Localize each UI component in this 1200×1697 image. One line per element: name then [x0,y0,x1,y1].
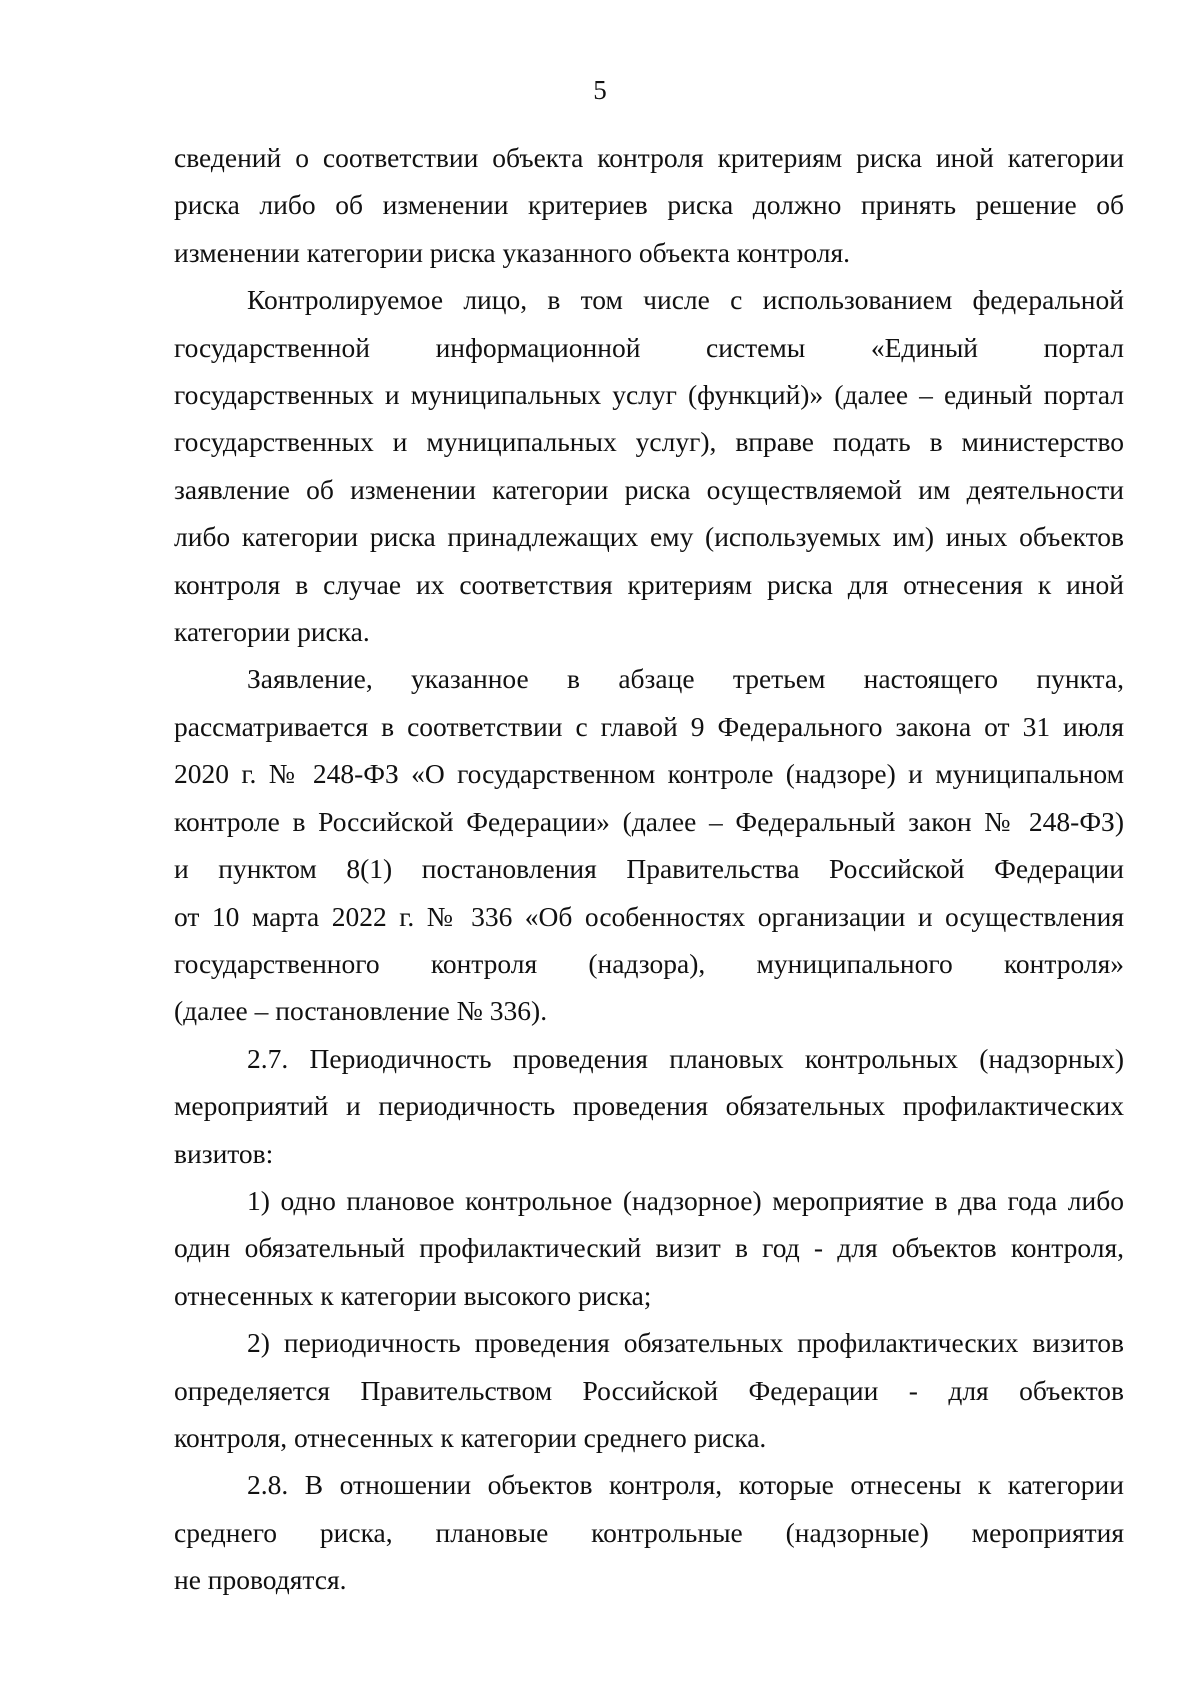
paragraph-line: заявление об изменении категории риска осуществляемой им деятельности [174,473,1124,505]
paragraph-line: 1) одно плановое контрольное (надзорное) мероприятие в два года либо [247,1184,1124,1216]
paragraph-line: категории риска. [174,616,370,648]
paragraph-line: определяется Правительством Российской Федерации - для объектов [174,1374,1124,1406]
paragraph-line: один обязательный профилактический визит в год - для объектов контроля, [174,1232,1124,1264]
paragraph [174,1461,1124,1603]
paragraph-line: риска либо об изменении критериев риска должно принять решение об [174,189,1124,221]
paragraph-line: государственного контроля (надзора), муниципального контроля» [174,947,1124,979]
paragraph-line: либо категории риска принадлежащих ему (используемых им) иных объектов [174,521,1124,553]
page-number: 5 [593,75,607,105]
paragraph [174,655,1124,1034]
paragraph-line: государственной информационной системы «Единый портал [174,331,1124,363]
paragraph-line: 2) периодичность проведения обязательных профилактических визитов [247,1327,1124,1359]
paragraph-line: Контролируемое лицо, в том числе с использованием федеральной [247,284,1124,316]
paragraph [174,1035,1124,1177]
paragraph-line: 2020 г. № 248-ФЗ «О государственном контроле (надзоре) и муниципальном [174,758,1124,790]
paragraph-line: (далее – постановление № 336). [174,995,548,1027]
paragraph-line: не проводятся. [174,1564,347,1596]
paragraph-line: контроля, отнесенных к категории среднего риска. [174,1421,767,1453]
paragraph-line: Заявление, указанное в абзаце третьем настоящего пункта, [247,663,1124,695]
paragraph-line: изменении категории риска указанного объекта контроля. [174,236,850,268]
paragraph-line: рассматривается в соответствии с главой 9 Федерального закона от 31 июля [174,710,1124,742]
paragraph-line: визитов: [174,1137,274,1169]
paragraph-line: и пунктом 8(1) постановления Правительства Российской Федерации [174,853,1124,885]
paragraph-line: государственных и муниципальных услуг), вправе подать в министерство [174,426,1124,458]
paragraph [174,134,1124,276]
paragraph-line: отнесенных к категории высокого риска; [174,1279,652,1311]
paragraph [174,276,1124,655]
paragraph-line: от 10 марта 2022 г. № 336 «Об особенностях организации и осуществления [174,900,1124,932]
paragraph [174,1177,1124,1319]
paragraph [174,1319,1124,1461]
paragraph-line: среднего риска, плановые контрольные (надзорные) мероприятия [174,1516,1124,1548]
paragraph-line: мероприятий и периодичность проведения обязательных профилактических [174,1090,1124,1122]
paragraph-line: 2.7. Периодичность проведения плановых контрольных (надзорных) [247,1042,1124,1074]
paragraph-line: контроле в Российской Федерации» (далее – Федеральный закон № 248-ФЗ) [174,805,1124,837]
paragraph-line: государственных и муниципальных услуг (функций)» (далее – единый портал [174,379,1124,411]
paragraph-line: 2.8. В отношении объектов контроля, которые отнесены к категории [247,1469,1124,1501]
paragraph-line: сведений о соответствии объекта контроля критериям риска иной категории [174,142,1124,173]
paragraph-line: контроля в случае их соответствия критериям риска для отнесения к иной [174,568,1124,600]
document-body [174,134,1124,1604]
